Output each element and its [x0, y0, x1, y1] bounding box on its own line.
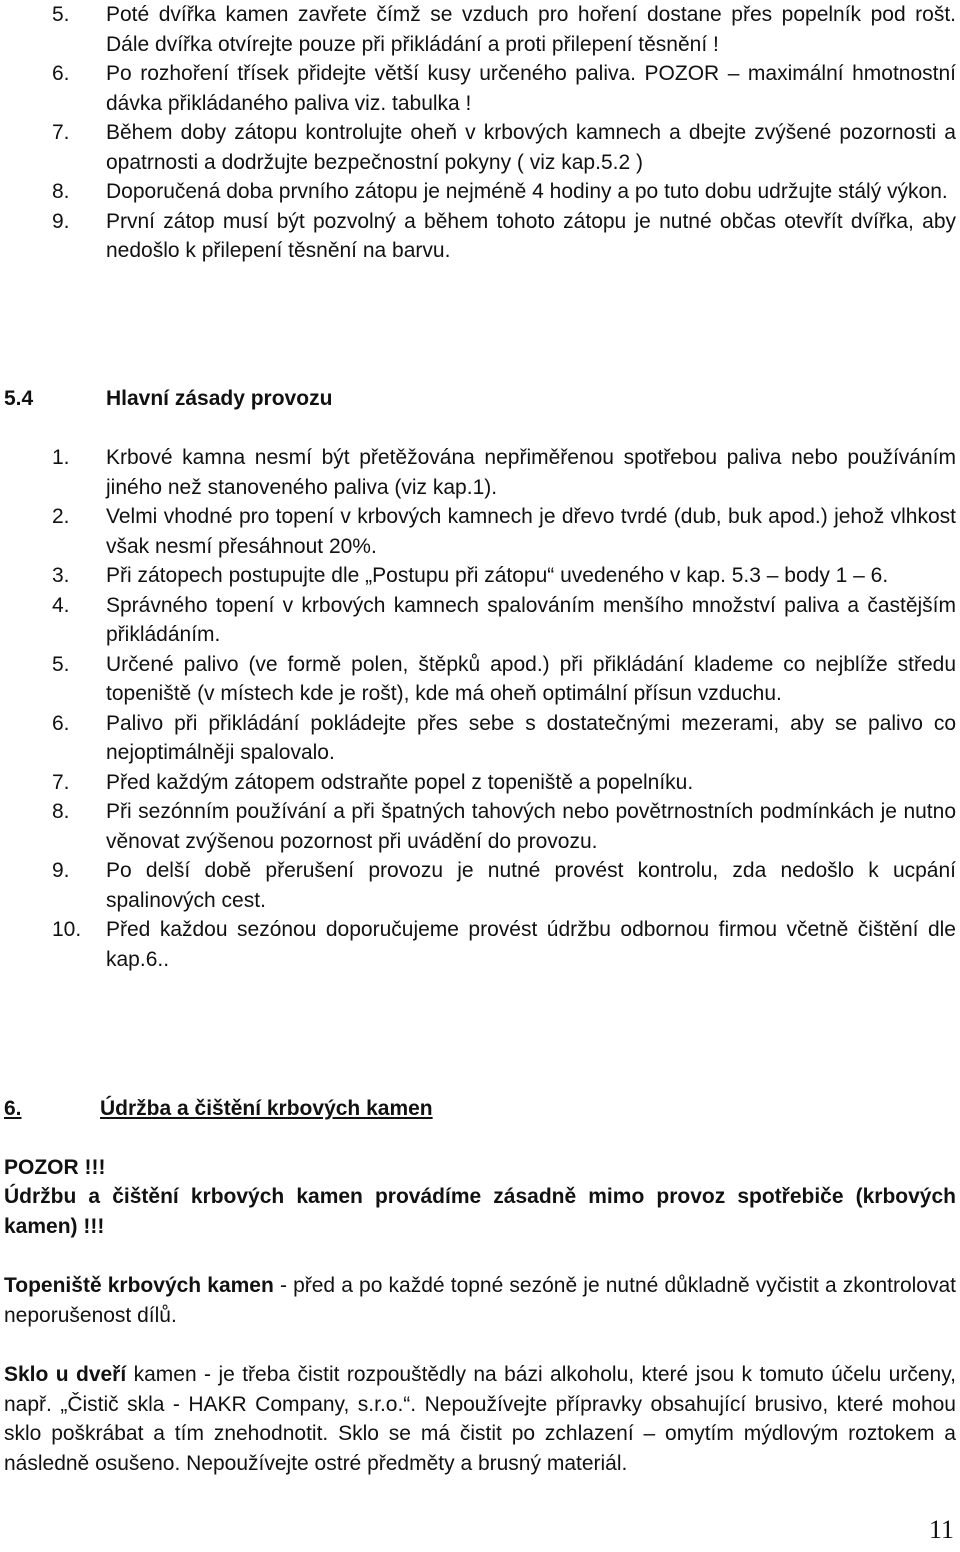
list-item	[0, 0, 960, 59]
list-item-text: Poté dvířka kamen zavřete čímž se vzduch pro hoření dostane přes popelník pod rošt. Dále dvířka otvírejte pouze při přikládání a proti přilepení těsnění !	[106, 3, 956, 56]
list-item-text: Správného topení v krbových kamnech spalováním menšího množství paliva a častějším přikládáním.	[106, 593, 956, 646]
section-title: Údržba a čištění krbových kamen	[100, 1097, 433, 1120]
list-item	[0, 915, 960, 974]
list-item	[0, 709, 960, 768]
list-item-number: 5.	[52, 3, 70, 26]
section-number: 5.4	[4, 387, 34, 410]
list-item	[0, 443, 960, 502]
list-item-number: 7.	[52, 770, 70, 794]
paragraph-firebox	[4, 1271, 956, 1330]
warning-text: Údržbu a čištění krbových kamen provádíme zásadně mimo provoz spotřebiče (krbových kamen) !!!	[4, 1185, 956, 1238]
list-item-number: 3.	[52, 564, 70, 587]
list-item-number: 8.	[52, 800, 70, 823]
list-item-text: Po delší době přerušení provozu je nutné provést kontrolu, zda nedošlo k ucpání spalinových cest.	[106, 859, 956, 912]
list-item	[0, 207, 960, 266]
list-item	[0, 650, 960, 709]
list-item-text: Při zátopech postupujte dle „Postupu při zátopu“ uvedeného v kap. 5.3 – body 1 – 6.	[106, 564, 889, 587]
list-item-text: Určené palivo (ve formě polen, štěpků apod.) při přikládání klademe co nejblíže středu topeniště (v místech kde je rošt), kde má oheň optimální přísun vzduchu.	[106, 652, 956, 705]
list-item-text: Při sezónním používání a při špatných tahových nebo povětrnostních podmínkách je nutno věnovat zvýšenou pozornost při uvádění do provozu.	[106, 800, 956, 853]
list-item	[0, 59, 960, 118]
section-title: Hlavní zásady provozu	[106, 387, 333, 410]
list-item-number: 6.	[52, 62, 70, 85]
list-item-number: 6.	[52, 711, 70, 735]
warning-label: POZOR !!!	[4, 1156, 106, 1179]
list-item	[0, 502, 960, 561]
page-number: 11	[928, 1515, 954, 1544]
list-item	[0, 118, 960, 177]
operation-rules-list	[0, 443, 960, 974]
list-item	[0, 177, 960, 207]
paragraph-lead: Sklo u dveří	[4, 1363, 127, 1386]
list-item-text: První zátop musí být pozvolný a během tohoto zátopu je nutné občas otevřít dvířka, aby nedošlo k přilepení těsnění na barvu.	[106, 209, 956, 262]
list-item-text: Před každým zátopem odstraňte popel z topeniště a popelníku.	[106, 770, 694, 794]
list-item	[0, 561, 960, 591]
list-item-number: 1.	[52, 446, 70, 469]
list-item-text: Po rozhoření třísek přidejte větší kusy určeného paliva. POZOR – maximální hmotnostní dávka přikládaného paliva viz. tabulka !	[106, 62, 956, 115]
list-item-number: 2.	[52, 505, 70, 528]
list-item	[0, 591, 960, 650]
section-heading-6	[4, 1094, 604, 1124]
list-item-text: Velmi vhodné pro topení v krbových kamnech je dřevo tvrdé (dub, buk apod.) jehož vlhkost však nesmí přesáhnout 20%.	[106, 505, 956, 558]
list-item	[0, 768, 960, 798]
list-item-number: 5.	[52, 652, 70, 676]
list-item-text: Doporučená doba prvního zátopu je nejméně 4 hodiny a po tuto dobu udržujte stálý výkon.	[106, 180, 948, 203]
list-item-text: Během doby zátopu kontrolujte oheň v krbových kamnech a dbejte zvýšené pozornosti a opatrnosti a dodržujte bezpečnostní pokyny ( viz kap.5.2 )	[106, 121, 956, 174]
list-item-number: 8.	[52, 180, 70, 203]
list-item-number: 7.	[52, 121, 70, 144]
list-item-text: Palivo při přikládání pokládejte přes sebe s dostatečnými mezerami, aby se palivo co nejoptimálněji spalovalo.	[106, 711, 956, 764]
list-item-text: Před každou sezónou doporučujeme provést údržbu odbornou firmou včetně čištění dle kap.6..	[106, 918, 956, 971]
paragraph-text: - před a po každé topné sezóně je nutné důkladně vyčistit a zkontrolovat neporušenost dílů.	[4, 1274, 956, 1327]
list-item-number: 9.	[52, 209, 70, 233]
paragraph-door-glass	[4, 1360, 956, 1478]
list-item	[0, 856, 960, 915]
paragraph-lead: Topeniště krbových kamen	[4, 1274, 274, 1297]
paragraph-text: kamen - je třeba čistit rozpouštědly na bázi alkoholu, které jsou k tomuto účelu určeny, např. „Čistič skla - HAKR Company, s.r.o.“. Nepoužívejte přípravky obsahující brusivo, které mohou sklo poškrábat a tím znehodnotit. Sklo se má čistit po zchlazení – omytím mýdlovým roztokem a následně osušeno. Nepoužívejte ostré předměty a brusný materiál.	[4, 1363, 956, 1475]
list-item-number: 9.	[52, 859, 70, 882]
firing-steps-list	[0, 0, 960, 266]
section-number: 6.	[4, 1097, 22, 1120]
list-item-number: 10.	[52, 918, 82, 941]
list-item	[0, 797, 960, 856]
list-item-text: Krbové kamna nesmí být přetěžována nepřiměřenou spotřebou paliva nebo používáním jiného než stanoveného paliva (viz kap.1).	[106, 446, 956, 499]
list-item-number: 4.	[52, 593, 70, 617]
section-heading-5-4	[4, 384, 332, 414]
